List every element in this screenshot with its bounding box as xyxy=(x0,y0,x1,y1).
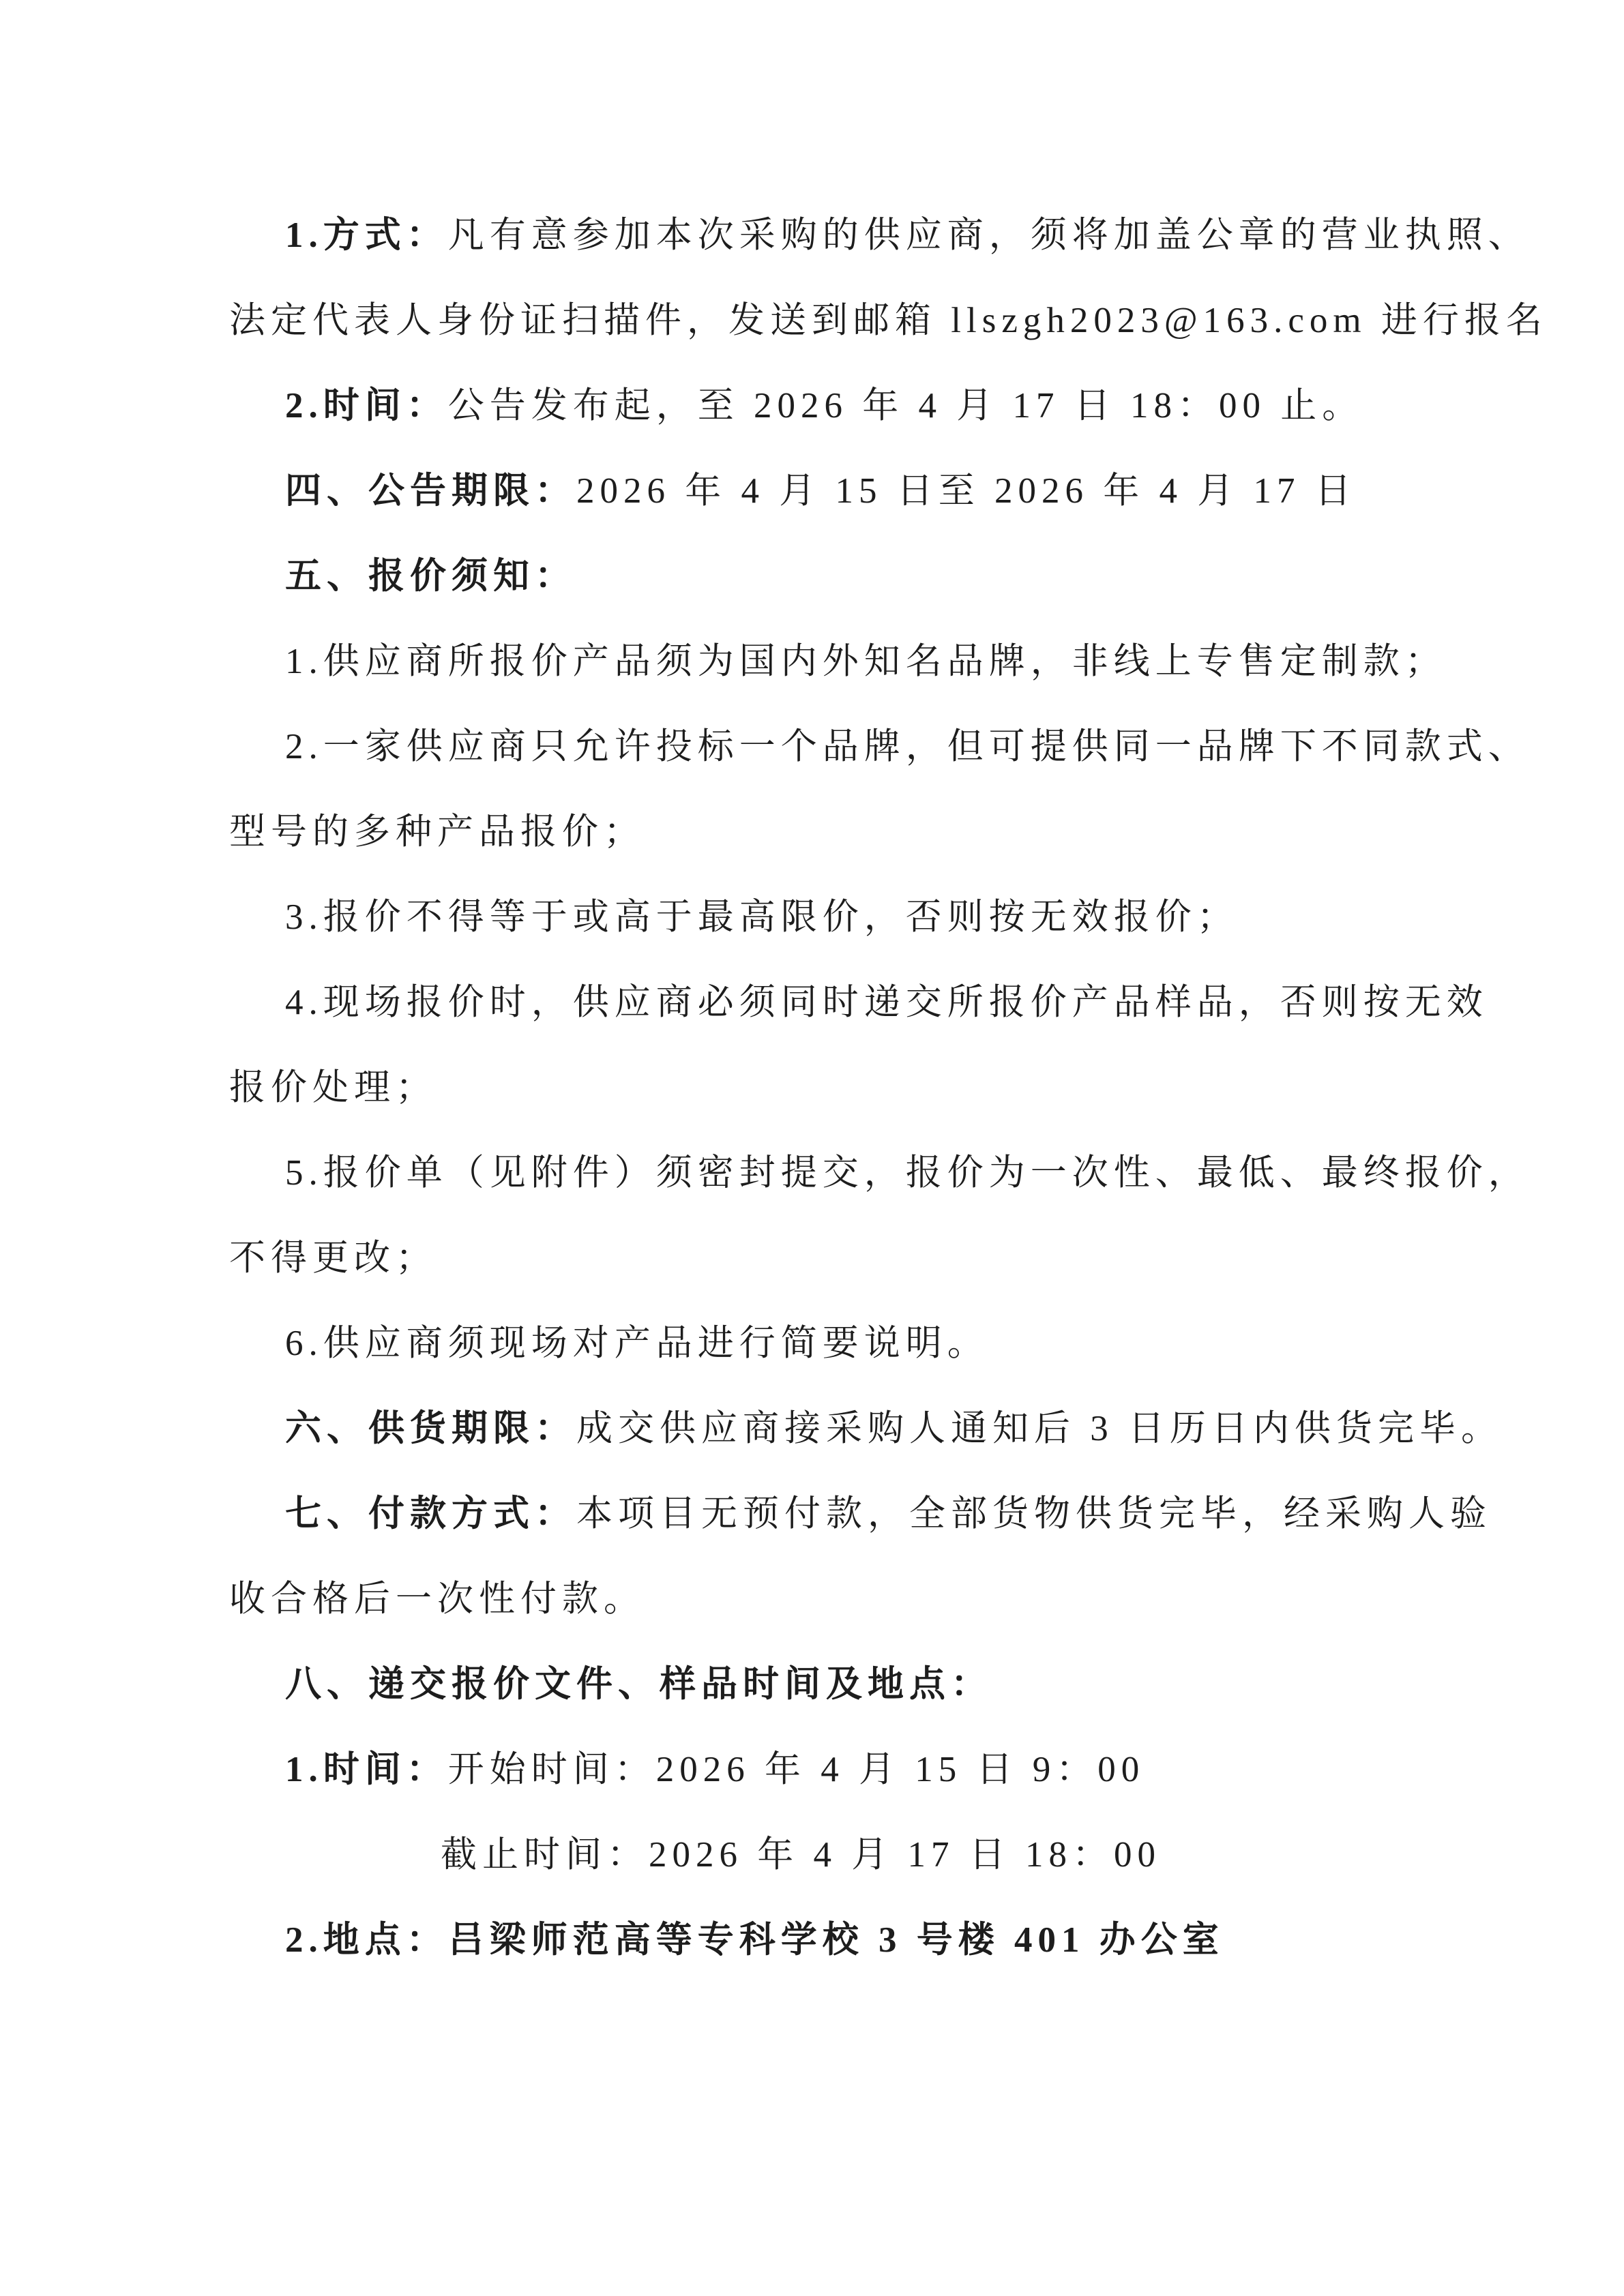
line-segment: 本项目无预付款，全部货物供货完毕，经采购人验 xyxy=(576,1494,1492,1534)
line-segment: 型号的多种产品报价； xyxy=(229,812,645,852)
document-body xyxy=(229,193,1548,1983)
document-line xyxy=(229,1813,1399,1898)
line-segment: 八、递交报价文件、样品时间及地点： xyxy=(285,1665,992,1704)
line-segment: 凡有意参加本次采购的供应商，须将加盖公章的营业执照、 xyxy=(447,215,1530,255)
document-line xyxy=(229,363,1399,449)
document-line xyxy=(229,1727,1399,1813)
line-segment: 四、公告期限： xyxy=(285,471,576,511)
line-segment: 4.现场报价时，供应商必须同时递交所报价产品样品，否则按无效 xyxy=(285,983,1488,1022)
line-segment: 截止时间：2026 年 4 月 17 日 18：00 xyxy=(441,1835,1161,1875)
line-segment: 不得更改； xyxy=(229,1238,437,1278)
document-line xyxy=(229,1386,1503,1472)
line-segment: 成交供应商接采购人通知后 3 日历日内供货完毕。 xyxy=(576,1409,1503,1448)
line-segment: 收合格后一次性付款。 xyxy=(229,1579,645,1619)
document-line xyxy=(229,1216,1399,1301)
line-segment: 1.供应商所报价产品须为国内外知名品牌，非线上专售定制款； xyxy=(285,642,1447,681)
document-line xyxy=(229,1557,1399,1642)
line-segment: 报价处理； xyxy=(229,1068,437,1107)
document-line xyxy=(229,193,1530,278)
line-segment: 2.时间： xyxy=(285,386,448,426)
document-line xyxy=(229,704,1530,790)
line-segment: 2.地点：吕梁师范高等专科学校 3 号楼 401 办公室 xyxy=(285,1920,1224,1960)
document-line xyxy=(229,278,1548,363)
line-segment: 3.报价不得等于或高于最高限价，否则按无效报价； xyxy=(285,897,1239,937)
document-line xyxy=(229,534,1399,619)
document-line xyxy=(229,619,1447,704)
document-line xyxy=(229,1301,1399,1386)
line-segment: 开始时间：2026 年 4 月 15 日 9：00 xyxy=(447,1750,1145,1789)
document-line xyxy=(229,1472,1492,1557)
line-segment: 六、供货期限： xyxy=(285,1409,576,1448)
document-line xyxy=(229,960,1488,1045)
line-segment: 七、付款方式： xyxy=(285,1494,576,1534)
document-line xyxy=(229,1045,1399,1131)
document-line xyxy=(229,1642,1399,1727)
line-segment: 法定代表人身份证扫描件，发送到邮箱 llszgh2023@163.com 进行报名 xyxy=(229,301,1548,340)
document-line xyxy=(229,449,1399,534)
line-segment: 6.供应商须现场对产品进行简要说明。 xyxy=(285,1324,989,1363)
line-segment: 5.报价单（见附件）须密封提交，报价为一次性、最低、最终报价， xyxy=(285,1153,1530,1193)
line-segment: 五、报价须知： xyxy=(285,556,576,596)
line-segment: 公告发布起，至 2026 年 4 月 17 日 18：00 止。 xyxy=(447,386,1364,426)
line-segment: 1.方式： xyxy=(285,215,448,255)
document-line xyxy=(229,875,1399,960)
line-segment: 1.时间： xyxy=(285,1750,448,1789)
document-line xyxy=(229,790,1399,875)
line-segment: 2026 年 4 月 15 日至 2026 年 4 月 17 日 xyxy=(576,471,1357,511)
document-line xyxy=(229,1898,1399,1983)
document-line xyxy=(229,1131,1530,1216)
line-segment: 2.一家供应商只允许投标一个品牌，但可提供同一品牌下不同款式、 xyxy=(285,727,1530,766)
